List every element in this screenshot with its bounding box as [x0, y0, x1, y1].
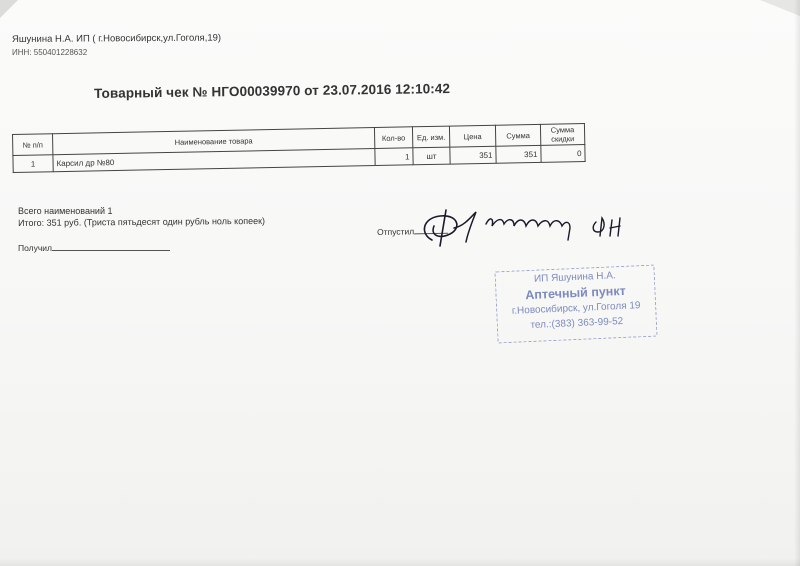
received-signature-line — [52, 242, 170, 251]
items-table — [12, 123, 586, 173]
stamp-line: г.Новосибирск, ул.Гоголя 19 — [511, 300, 641, 317]
cell-no: 1 — [13, 155, 53, 173]
items-table-wrapper — [12, 123, 586, 173]
header-sum: Сумма — [495, 124, 540, 146]
stamp-line: Аптечный пункт — [525, 283, 626, 303]
header-name: Наименование товара — [53, 128, 375, 155]
header-price: Цена — [449, 125, 495, 147]
released-label: Отпустил — [377, 226, 415, 237]
header-no: № п/п — [13, 134, 53, 156]
receipt-title: Товарный чек № НГО00039970 от 23.07.2016 12:10:42 — [94, 81, 451, 101]
cell-discount: 0 — [541, 145, 585, 163]
handwritten-signature — [410, 196, 660, 256]
cell-price: 351 — [450, 146, 496, 164]
cell-name: Карсил др №80 — [53, 149, 375, 172]
folded-corner — [0, 0, 18, 18]
received-field — [18, 242, 170, 253]
stamp-line: ИП Яшунина Н.А. — [533, 270, 616, 285]
pharmacy-stamp — [495, 265, 658, 344]
header-qty: Кол-во — [374, 127, 412, 149]
header-unit: Ед. изм. — [412, 126, 449, 148]
seller-inn: ИНН: 550401228632 — [12, 48, 88, 57]
received-label: Получил — [18, 243, 52, 253]
cell-unit: шт — [413, 147, 450, 165]
header-discount: Сумма скидки — [540, 124, 584, 146]
total-amount: Итого: 351 руб. (Триста пятьдесят один рубль ноль копеек) — [18, 215, 266, 228]
stamp-line: тел.:(383) 363-99-52 — [530, 315, 624, 332]
scan-edge — [794, 0, 800, 566]
seller-name-address: Яшунина Н.А. ИП ( г.Новосибирск,ул.Гоголя,19) — [12, 32, 222, 45]
cell-qty: 1 — [375, 148, 413, 166]
items-count: Всего наименований 1 — [18, 206, 113, 216]
cell-sum: 351 — [496, 145, 541, 163]
scan-edge — [0, 558, 800, 566]
